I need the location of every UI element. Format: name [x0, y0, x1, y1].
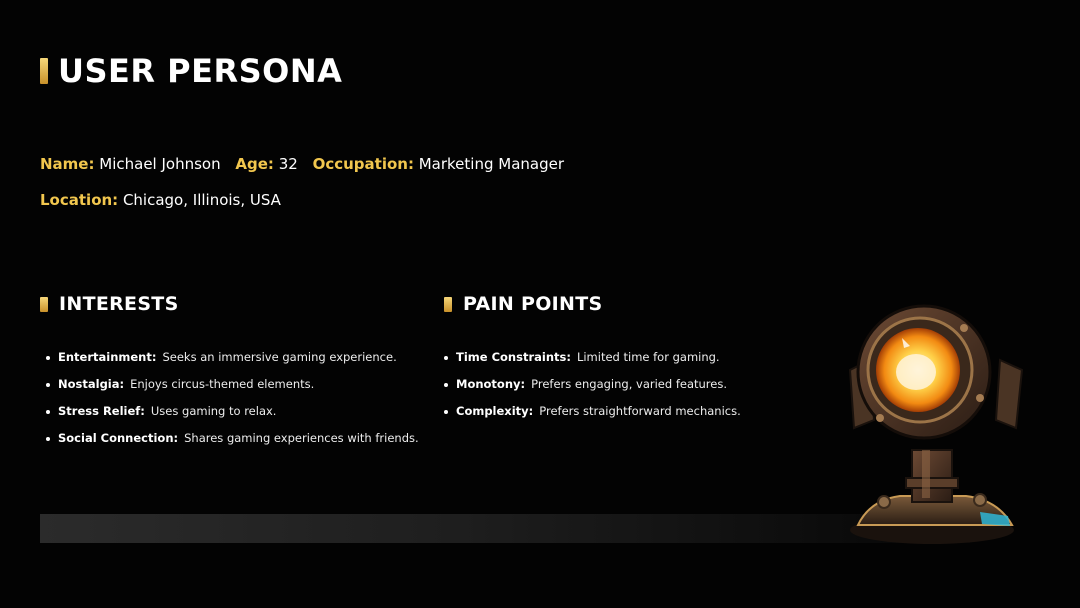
interests-heading [40, 293, 179, 315]
list-item [438, 404, 741, 431]
item-text: Prefers engaging, varied features. [531, 377, 727, 391]
bullet-icon [444, 410, 448, 414]
title-accent-bar [40, 58, 48, 84]
item-text: Prefers straightforward mechanics. [539, 404, 741, 418]
list-item [40, 377, 419, 404]
spotlight-lamp-illustration [840, 300, 1030, 550]
item-key: Stress Relief: [58, 404, 145, 418]
item-key: Entertainment: [58, 350, 157, 364]
item-key: Complexity: [456, 404, 534, 418]
bullet-icon [46, 356, 50, 360]
page-title-text: USER PERSONA [58, 52, 343, 90]
item-text: Limited time for gaming. [576, 350, 720, 364]
pain-points-heading [444, 293, 602, 315]
footer-bar [40, 514, 970, 543]
profile-row-2 [40, 191, 281, 209]
bullet-icon [46, 383, 50, 387]
item-text: Enjoys circus-themed elements. [130, 377, 315, 391]
name-label: Name: [40, 155, 95, 173]
item-text: Seeks an immersive gaming experience. [162, 350, 397, 364]
interests-list [40, 350, 419, 458]
occupation-value: Marketing Manager [418, 155, 565, 173]
bullet-icon [444, 356, 448, 360]
list-item [40, 404, 419, 431]
list-item [40, 350, 419, 377]
bullet-icon [46, 410, 50, 414]
pain-points-heading-text: PAIN POINTS [463, 293, 603, 315]
occupation-label: Occupation: [312, 155, 414, 173]
page-title [40, 52, 342, 90]
item-key: Monotony: [456, 377, 526, 391]
interests-heading-text: INTERESTS [59, 293, 179, 315]
list-item [438, 377, 741, 404]
item-key: Time Constraints: [456, 350, 571, 364]
list-item [438, 350, 741, 377]
age-value: 32 [278, 155, 298, 173]
profile-row-1 [40, 155, 574, 173]
item-key: Nostalgia: [58, 377, 125, 391]
bullet-icon [46, 437, 50, 441]
name-value: Michael Johnson [99, 155, 221, 173]
item-text: Uses gaming to relax. [150, 404, 277, 418]
pain-points-accent-bar [444, 297, 452, 312]
item-text: Shares gaming experiences with friends. [184, 431, 419, 445]
list-item [40, 431, 419, 458]
interests-accent-bar [40, 297, 48, 312]
bullet-icon [444, 383, 448, 387]
item-key: Social Connection: [58, 431, 179, 445]
location-label: Location: [40, 191, 119, 209]
pain-points-list [438, 350, 741, 431]
age-label: Age: [235, 155, 274, 173]
location-value: Chicago, Illinois, USA [122, 191, 281, 209]
